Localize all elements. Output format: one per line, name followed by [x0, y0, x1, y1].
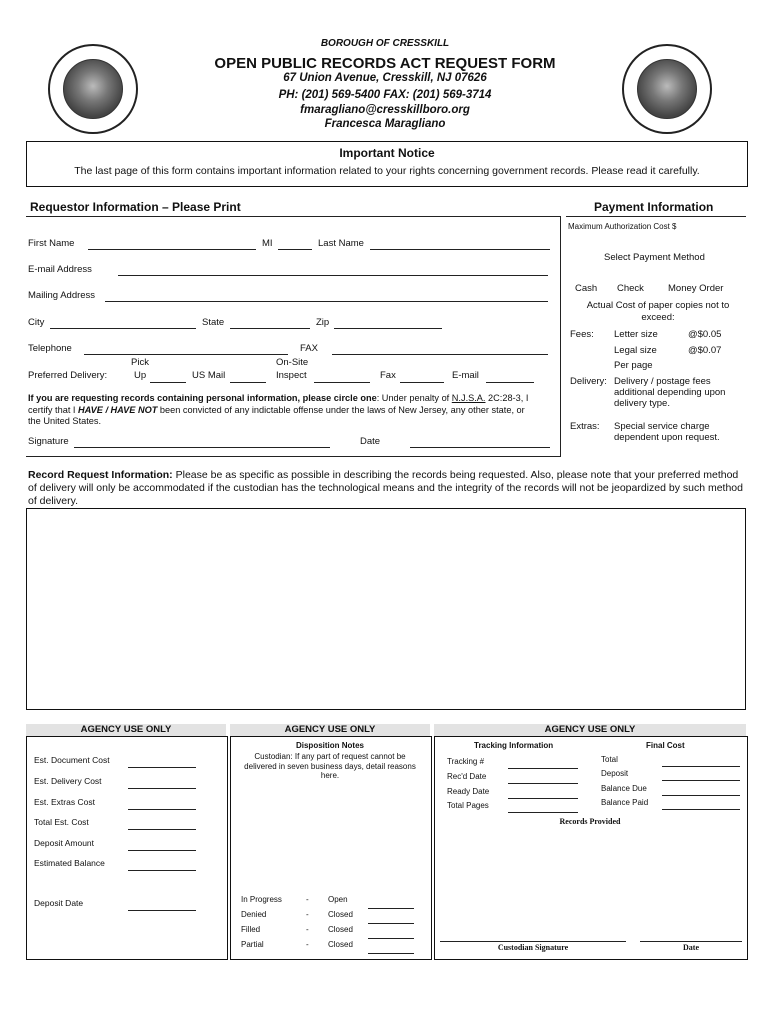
delivery-fee-label: Delivery:	[570, 376, 607, 387]
status-partial: Partial	[241, 940, 264, 949]
final-total-field[interactable]	[662, 754, 740, 767]
status-dash: -	[306, 940, 309, 949]
extras-text: Special service charge dependent upon request.	[614, 421, 720, 443]
email-label: E-mail Address	[28, 264, 92, 275]
est-document-cost-label: Est. Document Cost	[34, 755, 110, 765]
last-name-field[interactable]	[370, 237, 550, 250]
inspect-choice[interactable]	[314, 370, 370, 383]
date-field[interactable]	[410, 435, 550, 448]
legal-size-price: @$0.07	[688, 345, 722, 356]
borough-name: BOROUGH OF CRESSKILL	[320, 38, 450, 49]
last-name-label: Last Name	[318, 238, 364, 249]
letter-size-price: @$0.05	[688, 329, 722, 340]
estimated-balance-label: Estimated Balance	[34, 858, 105, 868]
final-total-label: Total	[601, 755, 618, 764]
requestor-heading: Requestor Information – Please Print	[30, 200, 241, 214]
status-open-field[interactable]	[368, 896, 414, 909]
custodian-signature-field[interactable]	[440, 929, 626, 942]
check-option[interactable]: Check	[617, 283, 644, 294]
mailing-field[interactable]	[105, 289, 548, 302]
records-provided-label: Records Provided	[559, 817, 621, 826]
status-dash: -	[306, 925, 309, 934]
money-order-option[interactable]: Money Order	[668, 283, 724, 294]
est-extras-cost-label: Est. Extras Cost	[34, 797, 95, 807]
have-have-not-choice[interactable]: HAVE / HAVE NOT	[78, 404, 158, 415]
agency-cost-panel	[26, 736, 228, 960]
mi-field[interactable]	[278, 237, 312, 250]
balance-paid-field[interactable]	[662, 797, 740, 810]
status-dash: -	[306, 910, 309, 919]
records-provided-field[interactable]	[440, 830, 740, 926]
final-deposit-field[interactable]	[662, 768, 740, 781]
est-document-cost-field[interactable]	[128, 755, 196, 768]
zip-label: Zip	[316, 317, 330, 328]
notice-title: Important Notice	[339, 146, 435, 160]
custodian-signature-label: Custodian Signature	[497, 943, 569, 952]
ready-date-label: Ready Date	[447, 787, 490, 796]
delivery-fee-text: Delivery / postage fees additional depending upon delivery type.	[614, 376, 726, 409]
total-est-cost-label: Total Est. Cost	[34, 817, 89, 827]
status-dash: -	[306, 895, 309, 904]
total-est-cost-field[interactable]	[128, 817, 196, 830]
email-field[interactable]	[118, 263, 548, 276]
cash-option[interactable]: Cash	[575, 283, 598, 294]
signature-field[interactable]	[74, 435, 330, 448]
final-cost-title: Final Cost	[646, 741, 685, 750]
personal-info-text-b: 2C:28-3, I certify that I	[28, 393, 529, 415]
fees-label: Fees:	[570, 329, 594, 340]
agency-label: AGENCY USE ONLY	[80, 724, 172, 735]
notice-text: The last page of this form contains important information related to your rights concerning government records. Please read it carefully.	[74, 165, 700, 177]
est-delivery-cost-field[interactable]	[128, 776, 196, 789]
personal-info-certification	[28, 393, 538, 428]
city-label: City	[28, 317, 45, 328]
mailing-label: Mailing Address	[28, 290, 96, 301]
seal-emblem	[637, 59, 697, 119]
actual-cost-note: Actual Cost of paper copies not to exceed:	[586, 300, 730, 323]
signature-label: Signature	[28, 436, 69, 447]
status-filled: Filled	[241, 925, 261, 934]
seal-emblem	[63, 59, 123, 119]
personal-info-text-a: : Under penalty of	[376, 393, 452, 403]
legal-size-label: Legal size	[614, 345, 657, 356]
pick-label: Pick	[131, 357, 149, 368]
max-auth-cost: Maximum Authorization Cost $	[568, 222, 677, 231]
status-closed: Closed	[328, 940, 353, 949]
inspect-label: Inspect	[276, 370, 307, 381]
fax-choice[interactable]	[400, 370, 444, 383]
balance-due-field[interactable]	[662, 783, 740, 796]
mi-label: MI	[262, 238, 273, 249]
onsite-label: On-Site	[276, 357, 309, 368]
date-label: Date	[360, 436, 381, 447]
preferred-delivery-label: Preferred Delivery:	[28, 370, 108, 381]
zip-field[interactable]	[334, 316, 442, 329]
max-auth-cost-field[interactable]	[698, 221, 742, 233]
total-pages-field[interactable]	[508, 800, 578, 813]
status-open: Open	[328, 895, 348, 904]
record-request-textarea[interactable]	[26, 508, 746, 710]
final-deposit-label: Deposit	[601, 769, 629, 778]
us-mail-choice[interactable]	[230, 370, 266, 383]
email-option-label: E-mail	[452, 370, 479, 381]
address: 67 Union Avenue, Cresskill, NJ 07626	[283, 72, 487, 84]
balance-due-label: Balance Due	[601, 784, 647, 793]
status-closed: Closed	[328, 910, 353, 919]
letter-size-label: Letter size	[614, 329, 658, 340]
first-name-field[interactable]	[88, 237, 256, 250]
status-denied: Denied	[241, 910, 267, 919]
deposit-date-label: Deposit Date	[34, 898, 84, 908]
agency-label: AGENCY USE ONLY	[544, 724, 636, 735]
extras-label: Extras:	[570, 421, 600, 432]
total-pages-label: Total Pages	[447, 801, 489, 810]
state-label: State	[202, 317, 225, 328]
pickup-choice[interactable]	[150, 370, 186, 383]
phone-fax: PH: (201) 569-5400 FAX: (201) 569-3714	[278, 89, 492, 101]
recd-date-field[interactable]	[508, 771, 578, 784]
personal-info-bold: If you are requesting records containing personal information, please circle one	[28, 393, 377, 403]
fax-option-label: Fax	[380, 370, 396, 381]
per-page-label: Per page	[614, 360, 653, 371]
personal-info-text-c: been convicted of any indictable offense under the laws of New Jersey, any other state, or the United States.	[28, 404, 525, 426]
custodian-date-field[interactable]	[640, 929, 742, 942]
status-filled-field[interactable]	[368, 926, 414, 939]
disposition-text: Custodian: If any part of request cannot be delivered in seven business days, detail reasons here.	[244, 752, 416, 780]
status-denied-field[interactable]	[368, 911, 414, 924]
recd-date-label: Rec'd Date	[447, 772, 487, 781]
ready-date-field[interactable]	[508, 786, 578, 799]
payment-heading: Payment Information	[594, 200, 714, 214]
status-closed: Closed	[328, 925, 353, 934]
est-extras-cost-field[interactable]	[128, 797, 196, 810]
balance-paid-label: Balance Paid	[601, 798, 649, 807]
agency-use-bar-2	[230, 724, 430, 736]
agency-label: AGENCY USE ONLY	[284, 724, 376, 735]
us-mail-label: US Mail	[192, 370, 226, 381]
contact-email: fmaragliano@cresskillboro.org	[300, 104, 470, 116]
telephone-field[interactable]	[84, 342, 288, 355]
up-label: Up	[134, 370, 147, 381]
status-partial-field[interactable]	[368, 941, 414, 954]
custodian-date-label: Date	[683, 943, 699, 952]
record-request-text: Please be as specific as possible in describing the records being requested. Also, please note that your preferred method of delivery will only be accommodated if the custodian has the technological means and the integrity of the records will not be jeopardized by such method of delivery.	[28, 469, 743, 507]
important-notice-box	[26, 141, 748, 187]
estimated-balance-field[interactable]	[128, 858, 196, 871]
email-choice[interactable]	[486, 370, 534, 383]
tracking-number-label: Tracking #	[447, 757, 485, 766]
deposit-date-field[interactable]	[128, 898, 196, 911]
tracking-title: Tracking Information	[474, 741, 554, 750]
deposit-amount-field[interactable]	[128, 838, 196, 851]
deposit-amount-label: Deposit Amount	[34, 838, 95, 848]
city-field[interactable]	[50, 316, 196, 329]
agency-use-bar-3	[434, 724, 746, 736]
state-field[interactable]	[230, 316, 310, 329]
fax-label: FAX	[300, 343, 318, 354]
fax-field[interactable]	[332, 342, 548, 355]
tracking-number-field[interactable]	[508, 756, 578, 769]
contact-name: Francesca Maragliano	[324, 118, 446, 130]
record-request-instructions	[28, 469, 744, 508]
record-request-heading: Record Request Information:	[28, 469, 173, 481]
telephone-label: Telephone	[28, 343, 72, 354]
borough-seal-right	[622, 44, 712, 134]
disposition-title: Disposition Notes	[295, 741, 364, 750]
first-name-label: First Name	[28, 238, 75, 249]
njsa-citation: N.J.S.A.	[451, 393, 486, 403]
payment-rule	[566, 216, 746, 217]
form-title: OPEN PUBLIC RECORDS ACT REQUEST FORM	[214, 55, 556, 72]
select-method-label: Select Payment Method	[604, 252, 705, 263]
borough-seal-left	[48, 44, 138, 134]
status-in-progress: In Progress	[241, 895, 282, 904]
est-delivery-cost-label: Est. Delivery Cost	[34, 776, 102, 786]
agency-use-bar-1	[26, 724, 226, 736]
